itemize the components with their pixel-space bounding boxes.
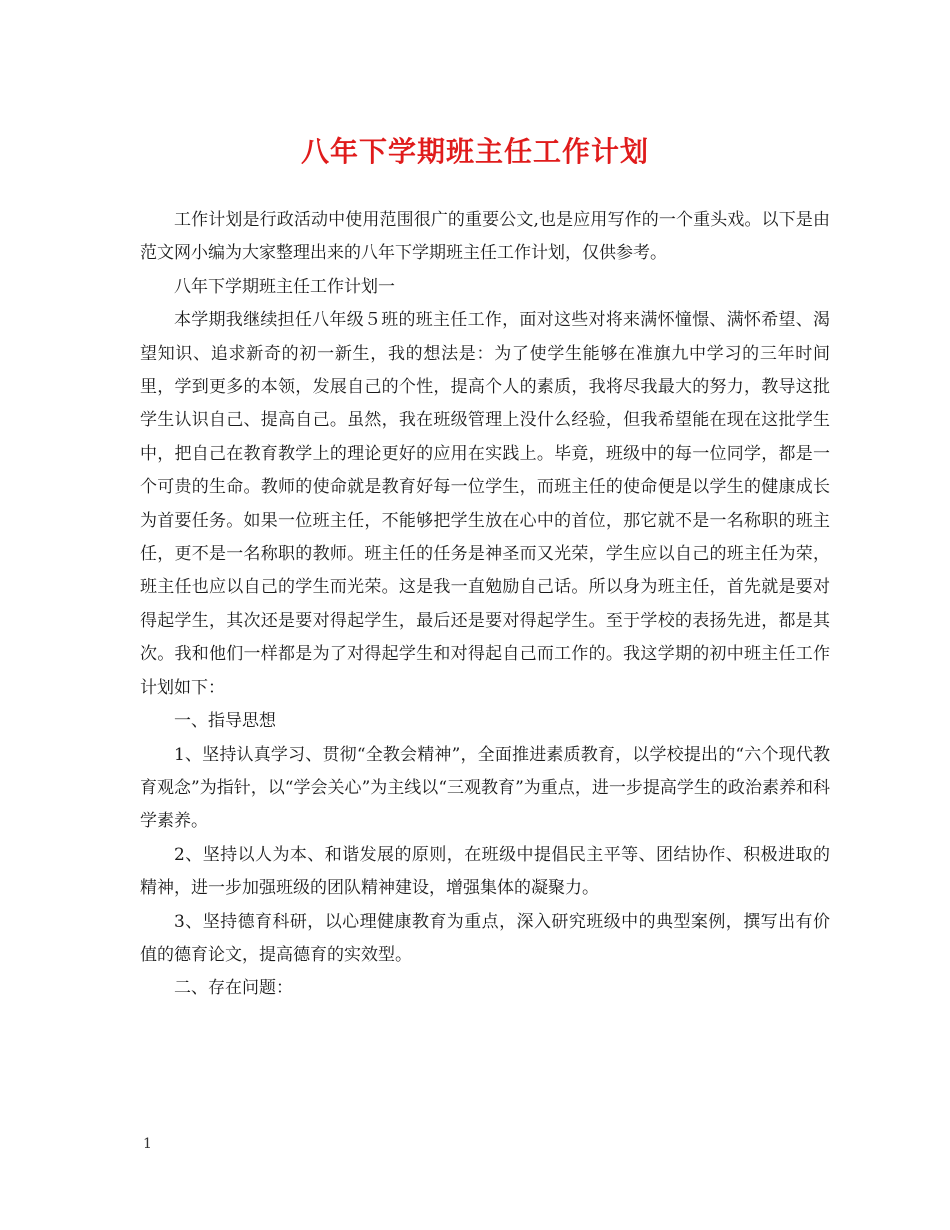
section-heading-guiding-ideology: 一、指导思想 bbox=[174, 711, 276, 732]
paragraph-subtitle: 八年下学期班主任工作计划一 bbox=[174, 276, 395, 297]
document-title: 八年下学期班主任工作计划 bbox=[300, 135, 649, 168]
document-body bbox=[140, 204, 830, 1006]
page-number: 1 bbox=[143, 1136, 152, 1152]
paragraph-main: 本学期我继续担任八年级５班的班主任工作，面对这些对将来满怀憧憬、满怀希望、渴望知识、追求新奇的初一新生，我的想法是：为了使学生能够在准旗九中学习的三年时间里，学到更多的本领，发展自己的个性，提高个人的素质，我将尽我最大的努力，教导这批学生认识自己、提高自己。虽然，我在班级管理上没什么经验，但我希望能在现在这批学生中，把自己在教育教学上的理论更好的应用在实践上。毕竟，班级中的每一位同学，都是一个可贵的生命。教师的使命就是教育好每一位学生，而班主任的使命便是以学生的健康成长为首要任务。如果一位班主任，不能够把学生放在心中的首位，那它就不是一名称职的班主任，更不是一名称职的教师。班主任的任务是神圣而又光荣，学生应以自己的班主任为荣，班主任也应以自己的学生而光荣。这是我一直勉励自己话。所以身为班主任，首先就是要对得起学生，其次还是要对得起学生，最后还是要对得起学生。至于学校的表扬先进，都是其次。我和他们一样都是为了对得起学生和对得起自己而工作的。我这学期的初中班主任工作计划如下： bbox=[140, 310, 830, 698]
paragraph-item-1: 1、坚持认真学习、贯彻“全教会精神”，全面推进素质教育，以学校提出的“六个现代教育观念”为指针，以“学会关心”为主线以“三观教育”为重点，进一步提高学生的政治素养和科学素养。 bbox=[140, 744, 830, 832]
section-heading-problems: 二、存在问题： bbox=[174, 978, 293, 999]
paragraph-item-2: 2、坚持以人为本、和谐发展的原则，在班级中提倡民主平等、团结协作、积极进取的精神，进一步加强班级的团队精神建设，增强集体的凝聚力。 bbox=[140, 844, 830, 899]
paragraph-item-3: 3、坚持德育科研，以心理健康教育为重点，深入研究班级中的典型案例，撰写出有价值的德育论文，提高德育的实效型。 bbox=[140, 911, 830, 965]
paragraph-intro: 工作计划是行政活动中使用范围很广的重要公文,也是应用写作的一个重头戏。以下是由范文网小编为大家整理出来的八年下学期班主任工作计划，仅供参考。 bbox=[140, 210, 830, 264]
